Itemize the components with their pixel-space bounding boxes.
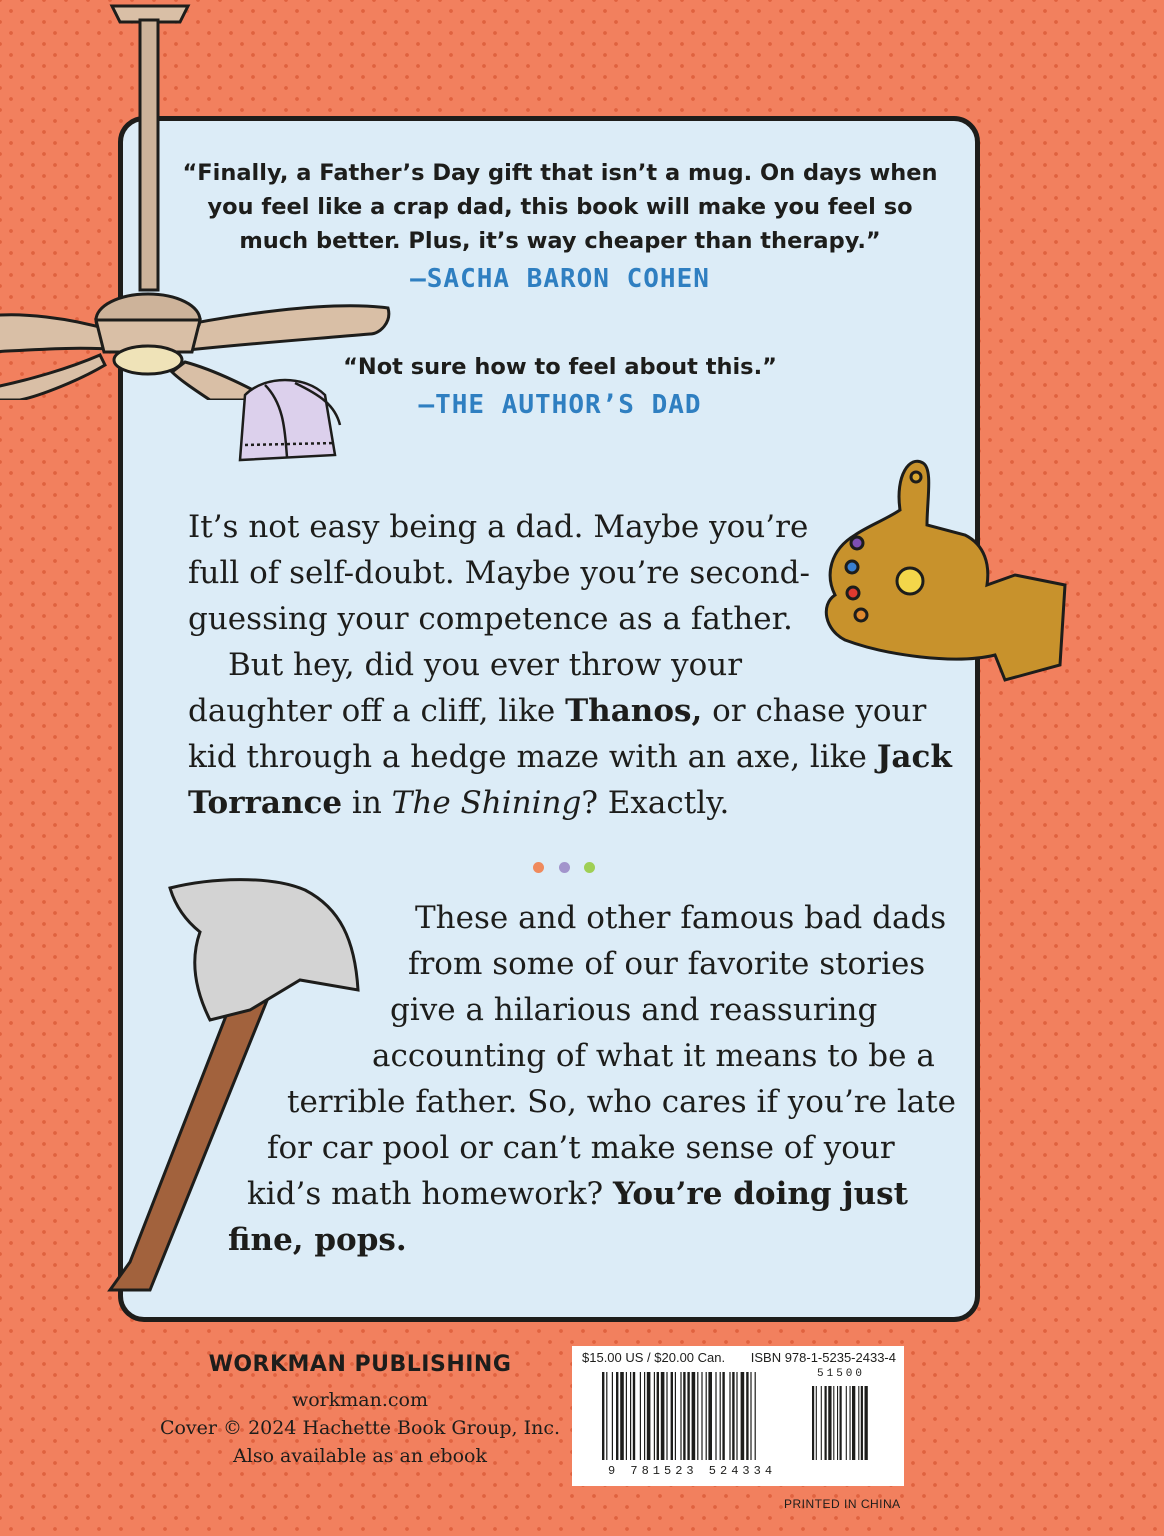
italic-title: The Shining <box>391 785 582 821</box>
publisher-name: WORKMAN PUBLISHING <box>208 1352 512 1377</box>
bold-name-torrance: Torrance <box>188 785 343 821</box>
body-text: in <box>342 785 392 821</box>
bold-closing: fine, pops. <box>228 1222 407 1258</box>
body-line: for car pool or can’t make sense of your <box>267 1130 895 1166</box>
body-line: terrible father. So, who cares if you’re late <box>287 1084 957 1120</box>
body-text: ? Exactly. <box>581 785 730 821</box>
divider-dot <box>584 862 595 873</box>
bold-name-thanos: Thanos, <box>565 693 703 729</box>
price-text: $15.00 US / $20.00 Can. <box>582 1350 726 1365</box>
barcode-header <box>582 1350 896 1365</box>
quote-1 <box>150 156 970 258</box>
barcode-box <box>572 1346 904 1486</box>
quote-1-line: “Finally, a Father’s Day gift that isn’t a mug. On days when <box>182 160 938 186</box>
body-text: kid’s math homework? <box>247 1176 613 1212</box>
bold-name-jack: Jack <box>876 739 952 775</box>
body-line: accounting of what it means to be a <box>372 1038 935 1074</box>
copyright-line: Cover © 2024 Hachette Book Group, Inc. <box>159 1417 561 1439</box>
quote-2-line: “Not sure how to feel about this.” <box>343 354 777 380</box>
body-line: These and other famous bad dads <box>415 900 947 936</box>
printed-in: PRINTED IN CHINA <box>784 1497 901 1511</box>
barcode-bars <box>602 1372 872 1460</box>
body-line: from some of our favorite stories <box>408 946 926 982</box>
isbn-text: ISBN 978-1-5235-2433-4 <box>750 1350 896 1365</box>
divider-dot <box>533 862 544 873</box>
publisher-website[interactable]: workman.com <box>291 1389 428 1411</box>
price-code: 51500 <box>817 1368 866 1380</box>
body-line: guessing your competence as a father. <box>188 601 793 637</box>
body-line: But hey, did you ever throw your <box>228 647 743 683</box>
body-line: It’s not easy being a dad. Maybe you’re <box>188 509 809 545</box>
divider-dot <box>559 862 570 873</box>
body-line: full of self-doubt. Maybe you’re second- <box>188 555 810 591</box>
quote-2 <box>150 350 970 384</box>
body-line <box>188 780 729 826</box>
body-line: give a hilarious and reassuring <box>390 992 878 1028</box>
body-text: daughter off a cliff, like <box>188 693 566 729</box>
bold-closing: You’re doing just <box>612 1176 908 1212</box>
barcode-digits: 9 781523 524334 <box>608 1464 777 1478</box>
body-line <box>188 688 926 734</box>
body-text: kid through a hedge maze with an axe, like <box>188 739 877 775</box>
quote-1-attribution: –SACHA BARON COHEN <box>410 264 710 294</box>
body-line <box>188 734 952 780</box>
body-text: or chase your <box>702 693 927 729</box>
body-line <box>247 1171 908 1217</box>
quote-1-line: much better. Plus, it’s way cheaper than therapy.” <box>239 228 881 254</box>
ebook-line: Also available as an ebook <box>233 1445 487 1467</box>
quote-1-line: you feel like a crap dad, this book will make you feel so <box>207 194 913 220</box>
quote-2-attribution: –THE AUTHOR’S DAD <box>418 390 702 420</box>
infinity-gauntlet-icon <box>815 455 1075 685</box>
body-line <box>228 1217 407 1263</box>
